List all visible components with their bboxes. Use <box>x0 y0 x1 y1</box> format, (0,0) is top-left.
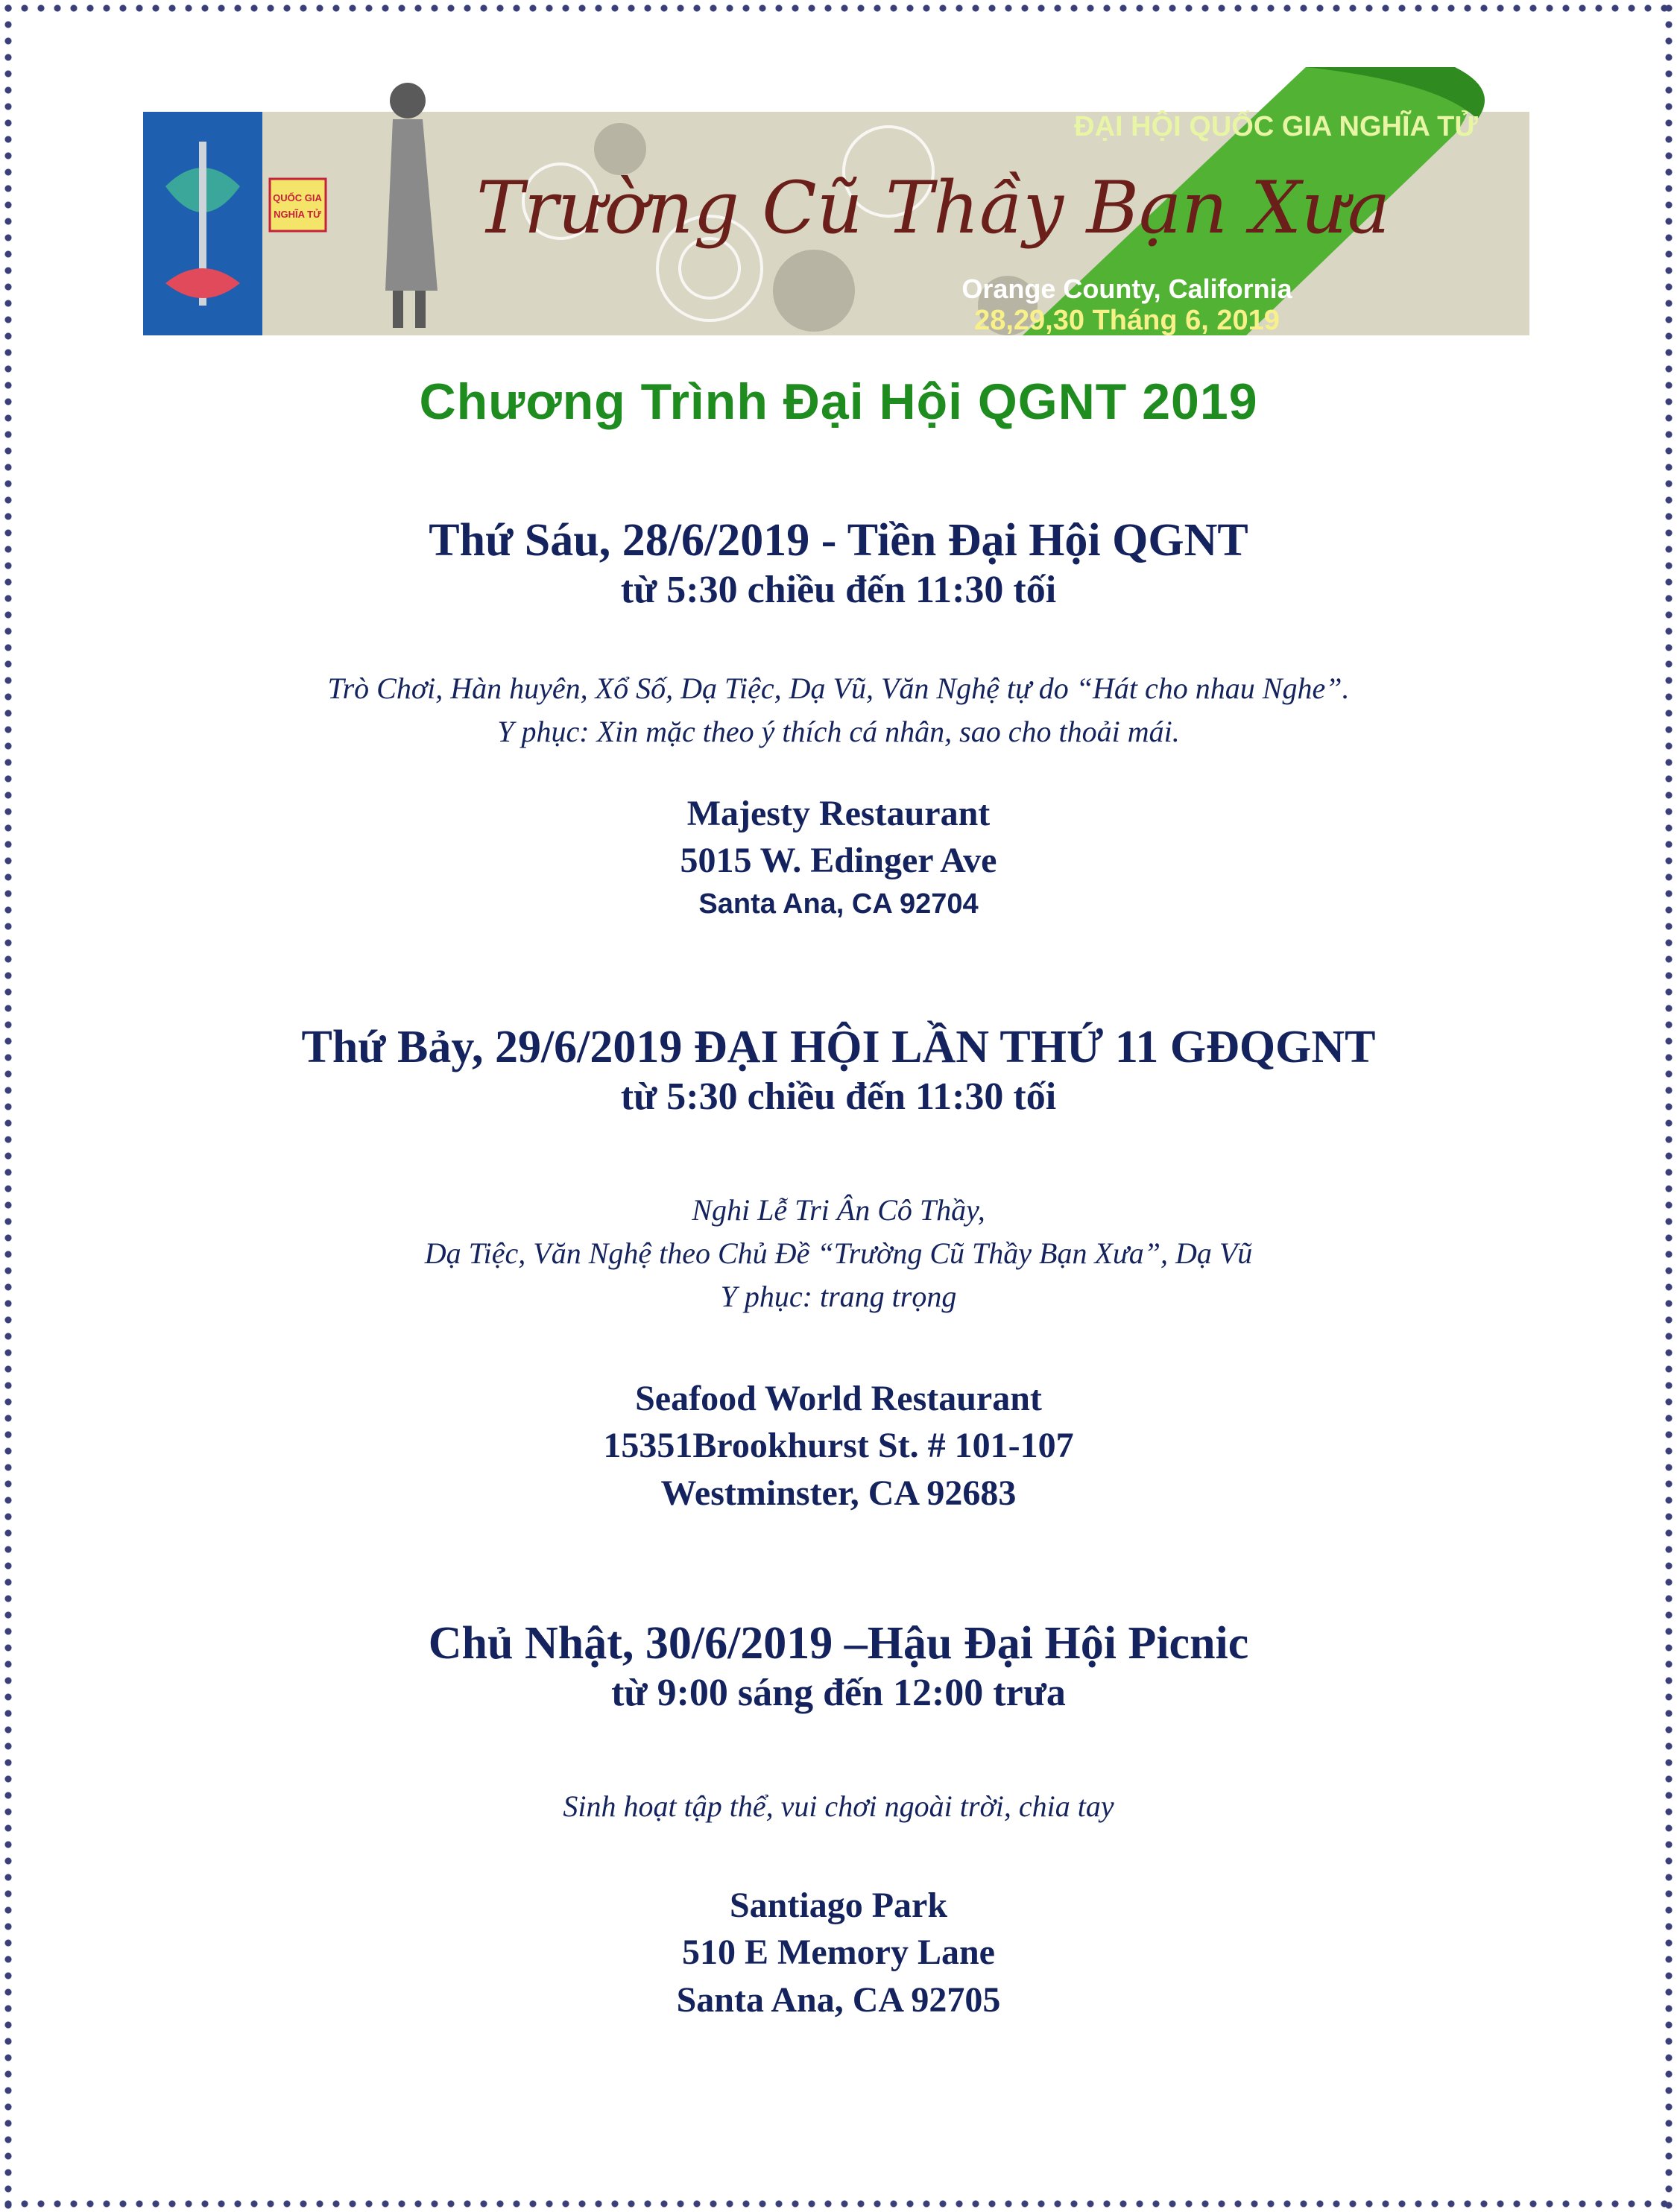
venue-name: Seafood World Restaurant <box>635 1379 1042 1418</box>
activity-line: Sinh hoạt tập thể, vui chơi ngoài trời, chia tay <box>563 1789 1114 1823</box>
banner-dates: 28,29,30 Tháng 6, 2019 <box>974 305 1280 335</box>
event-sunday <box>0 1617 1677 1717</box>
page-border-top <box>0 0 1677 16</box>
venue-name: Santiago Park <box>729 1886 948 1925</box>
event-time: từ 9:00 sáng đến 12:00 trưa <box>611 1672 1066 1715</box>
event-banner <box>143 67 1529 335</box>
event-friday-venue <box>0 790 1677 924</box>
page-border-bottom <box>0 2196 1677 2212</box>
event-saturday-activities <box>0 1189 1677 1318</box>
venue-street: 5015 W. Edinger Ave <box>680 841 997 881</box>
venue-name: Majesty Restaurant <box>686 794 991 833</box>
banner-org: ĐẠI HỘI QUỐC GIA NGHĨA TỬ <box>1074 111 1478 142</box>
event-saturday-venue <box>0 1375 1677 1517</box>
venue-city: Santa Ana, CA 92704 <box>698 888 979 920</box>
venue-street: 15351Brookhurst St. # 101-107 <box>603 1426 1074 1466</box>
activity-line: Nghi Lễ Tri Ân Cô Thầy, <box>692 1193 985 1227</box>
event-heading: Chủ Nhật, 30/6/2019 –Hậu Đại Hội Picnic <box>428 1618 1249 1669</box>
program-title: Chương Trình Đại Hội QGNT 2019 <box>419 373 1258 430</box>
svg-text:QUỐC GIA: QUỐC GIA <box>273 192 322 203</box>
venue-street: 510 E Memory Lane <box>682 1933 995 1973</box>
event-heading: Thứ Sáu, 28/6/2019 - Tiền Đại Hội QGNT <box>429 515 1248 566</box>
event-friday-activities <box>0 667 1677 753</box>
activity-line: Y phục: trang trọng <box>720 1280 957 1313</box>
activity-line: Dạ Tiệc, Văn Nghệ theo Chủ Đề “Trường Cũ Thầy Bạn Xưa”, Dạ Vũ <box>424 1236 1253 1270</box>
event-sunday-venue <box>0 1882 1677 2023</box>
qgnt-logo-box <box>270 179 326 231</box>
event-saturday <box>0 1021 1677 1121</box>
activity-line: Y phục: Xin mặc theo ý thích cá nhân, sao cho thoải mái. <box>497 715 1180 748</box>
activity-line: Trò Chơi, Hàn huyên, Xổ Số, Dạ Tiệc, Dạ Vũ, Văn Nghệ tự do “Hát cho nhau Nghe”. <box>327 672 1350 705</box>
banner-location: Orange County, California <box>961 274 1292 304</box>
event-heading: Thứ Bảy, 29/6/2019 ĐẠI HỘI LẦN THỨ 11 GĐQGNT <box>301 1022 1376 1072</box>
event-sunday-activities <box>0 1785 1677 1828</box>
event-friday <box>0 514 1677 614</box>
event-time: từ 5:30 chiều đến 11:30 tối <box>620 1075 1057 1119</box>
banner-theme: Trường Cũ Thầy Bạn Xưa <box>476 166 1391 250</box>
event-time: từ 5:30 chiều đến 11:30 tối <box>620 569 1057 612</box>
venue-city: Santa Ana, CA 92705 <box>676 1979 1001 2020</box>
venue-city: Westminster, CA 92683 <box>660 1473 1017 1513</box>
svg-text:NGHĨA TỬ: NGHĨA TỬ <box>274 209 321 220</box>
